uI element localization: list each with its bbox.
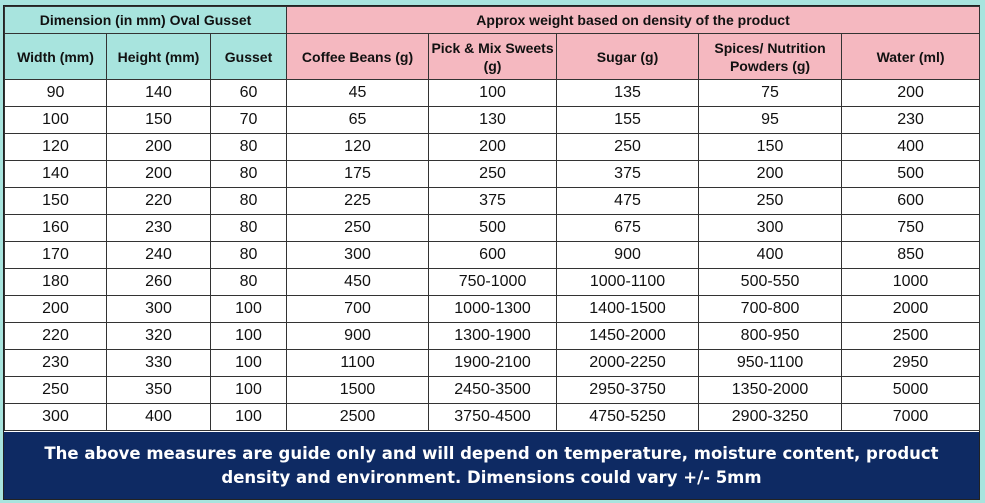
water-cell: 750 [842,215,980,242]
column-header-coffee-beans: Coffee Beans (g) [287,34,429,80]
table-row [5,215,980,242]
water-cell: 400 [842,134,980,161]
column-header-height: Height (mm) [107,34,211,80]
coffee-beans-cell: 45 [287,80,429,107]
pick-mix-sweets-cell: 1000-1300 [429,296,557,323]
height-cell: 350 [107,377,211,404]
pick-mix-sweets-cell: 3750-4500 [429,404,557,431]
spices-powders-cell: 250 [699,188,842,215]
water-cell: 5000 [842,377,980,404]
dimension-group-header: Dimension (in mm) Oval Gusset [5,7,287,34]
table-row [5,80,980,107]
pick-mix-sweets-cell: 500 [429,215,557,242]
spices-powders-cell: 500-550 [699,269,842,296]
width-cell: 140 [5,161,107,188]
table-row [5,323,980,350]
coffee-beans-cell: 225 [287,188,429,215]
gusset-cell: 100 [211,377,287,404]
width-cell: 160 [5,215,107,242]
width-cell: 220 [5,323,107,350]
sugar-cell: 250 [557,134,699,161]
height-cell: 320 [107,323,211,350]
coffee-beans-cell: 175 [287,161,429,188]
gusset-cell: 80 [211,188,287,215]
height-cell: 200 [107,161,211,188]
pick-mix-sweets-cell: 600 [429,242,557,269]
water-cell: 7000 [842,404,980,431]
spices-powders-cell: 75 [699,80,842,107]
table-row [5,161,980,188]
water-cell: 230 [842,107,980,134]
sugar-cell: 2950-3750 [557,377,699,404]
pick-mix-sweets-cell: 2450-3500 [429,377,557,404]
water-cell: 850 [842,242,980,269]
height-cell: 220 [107,188,211,215]
disclaimer-footer: The above measures are guide only and will depend on temperature, moisture content, product density and environment. Dimensions could vary +/- 5mm [4,432,979,499]
spices-powders-cell: 95 [699,107,842,134]
sugar-cell: 135 [557,80,699,107]
spices-powders-cell: 200 [699,161,842,188]
width-cell: 200 [5,296,107,323]
coffee-beans-cell: 300 [287,242,429,269]
gusset-cell: 60 [211,80,287,107]
width-cell: 180 [5,269,107,296]
width-cell: 250 [5,377,107,404]
gusset-cell: 100 [211,296,287,323]
gusset-cell: 80 [211,215,287,242]
column-header-gusset: Gusset [211,34,287,80]
sugar-cell: 375 [557,161,699,188]
coffee-beans-cell: 900 [287,323,429,350]
gusset-cell: 70 [211,107,287,134]
sugar-cell: 2000-2250 [557,350,699,377]
coffee-beans-cell: 1100 [287,350,429,377]
gusset-cell: 80 [211,134,287,161]
table-row [5,377,980,404]
pick-mix-sweets-cell: 200 [429,134,557,161]
column-header-water: Water (ml) [842,34,980,80]
water-cell: 2950 [842,350,980,377]
height-cell: 260 [107,269,211,296]
gusset-cell: 80 [211,161,287,188]
sugar-cell: 1400-1500 [557,296,699,323]
gusset-cell: 100 [211,404,287,431]
water-cell: 2000 [842,296,980,323]
column-header-sugar: Sugar (g) [557,34,699,80]
coffee-beans-cell: 2500 [287,404,429,431]
spices-powders-cell: 2900-3250 [699,404,842,431]
table-body [5,80,980,431]
sugar-cell: 1000-1100 [557,269,699,296]
spices-powders-cell: 700-800 [699,296,842,323]
table-row [5,296,980,323]
width-cell: 170 [5,242,107,269]
sugar-cell: 675 [557,215,699,242]
column-header-width: Width (mm) [5,34,107,80]
pick-mix-sweets-cell: 1300-1900 [429,323,557,350]
width-cell: 100 [5,107,107,134]
sugar-cell: 4750-5250 [557,404,699,431]
height-cell: 230 [107,215,211,242]
table-row [5,188,980,215]
coffee-beans-cell: 65 [287,107,429,134]
spices-powders-cell: 950-1100 [699,350,842,377]
gusset-cell: 100 [211,323,287,350]
coffee-beans-cell: 120 [287,134,429,161]
sugar-cell: 155 [557,107,699,134]
table-row [5,242,980,269]
weight-group-header: Approx weight based on density of the product [287,7,980,34]
table-row [5,404,980,431]
width-cell: 90 [5,80,107,107]
height-cell: 150 [107,107,211,134]
table-header [5,7,980,80]
coffee-beans-cell: 450 [287,269,429,296]
pick-mix-sweets-cell: 100 [429,80,557,107]
width-cell: 150 [5,188,107,215]
gusset-cell: 80 [211,242,287,269]
coffee-beans-cell: 250 [287,215,429,242]
water-cell: 200 [842,80,980,107]
table-row [5,107,980,134]
pick-mix-sweets-cell: 130 [429,107,557,134]
pick-mix-sweets-cell: 250 [429,161,557,188]
sugar-cell: 475 [557,188,699,215]
water-cell: 1000 [842,269,980,296]
column-header-spices-powders: Spices/ Nutrition Powders (g) [699,34,842,80]
coffee-beans-cell: 700 [287,296,429,323]
pick-mix-sweets-cell: 1900-2100 [429,350,557,377]
height-cell: 140 [107,80,211,107]
width-cell: 120 [5,134,107,161]
table-row [5,134,980,161]
sugar-cell: 900 [557,242,699,269]
spices-powders-cell: 400 [699,242,842,269]
height-cell: 330 [107,350,211,377]
size-weight-table-frame [3,5,980,500]
spices-powders-cell: 300 [699,215,842,242]
sugar-cell: 1450-2000 [557,323,699,350]
height-cell: 400 [107,404,211,431]
spices-powders-cell: 1350-2000 [699,377,842,404]
column-header-pick-mix-sweets: Pick & Mix Sweets (g) [429,34,557,80]
height-cell: 300 [107,296,211,323]
height-cell: 240 [107,242,211,269]
pick-mix-sweets-cell: 750-1000 [429,269,557,296]
water-cell: 500 [842,161,980,188]
coffee-beans-cell: 1500 [287,377,429,404]
width-cell: 230 [5,350,107,377]
gusset-cell: 100 [211,350,287,377]
spices-powders-cell: 150 [699,134,842,161]
water-cell: 2500 [842,323,980,350]
gusset-cell: 80 [211,269,287,296]
width-cell: 300 [5,404,107,431]
water-cell: 600 [842,188,980,215]
spices-powders-cell: 800-950 [699,323,842,350]
pick-mix-sweets-cell: 375 [429,188,557,215]
bag-size-table [4,6,980,431]
table-row [5,269,980,296]
table-row [5,350,980,377]
height-cell: 200 [107,134,211,161]
